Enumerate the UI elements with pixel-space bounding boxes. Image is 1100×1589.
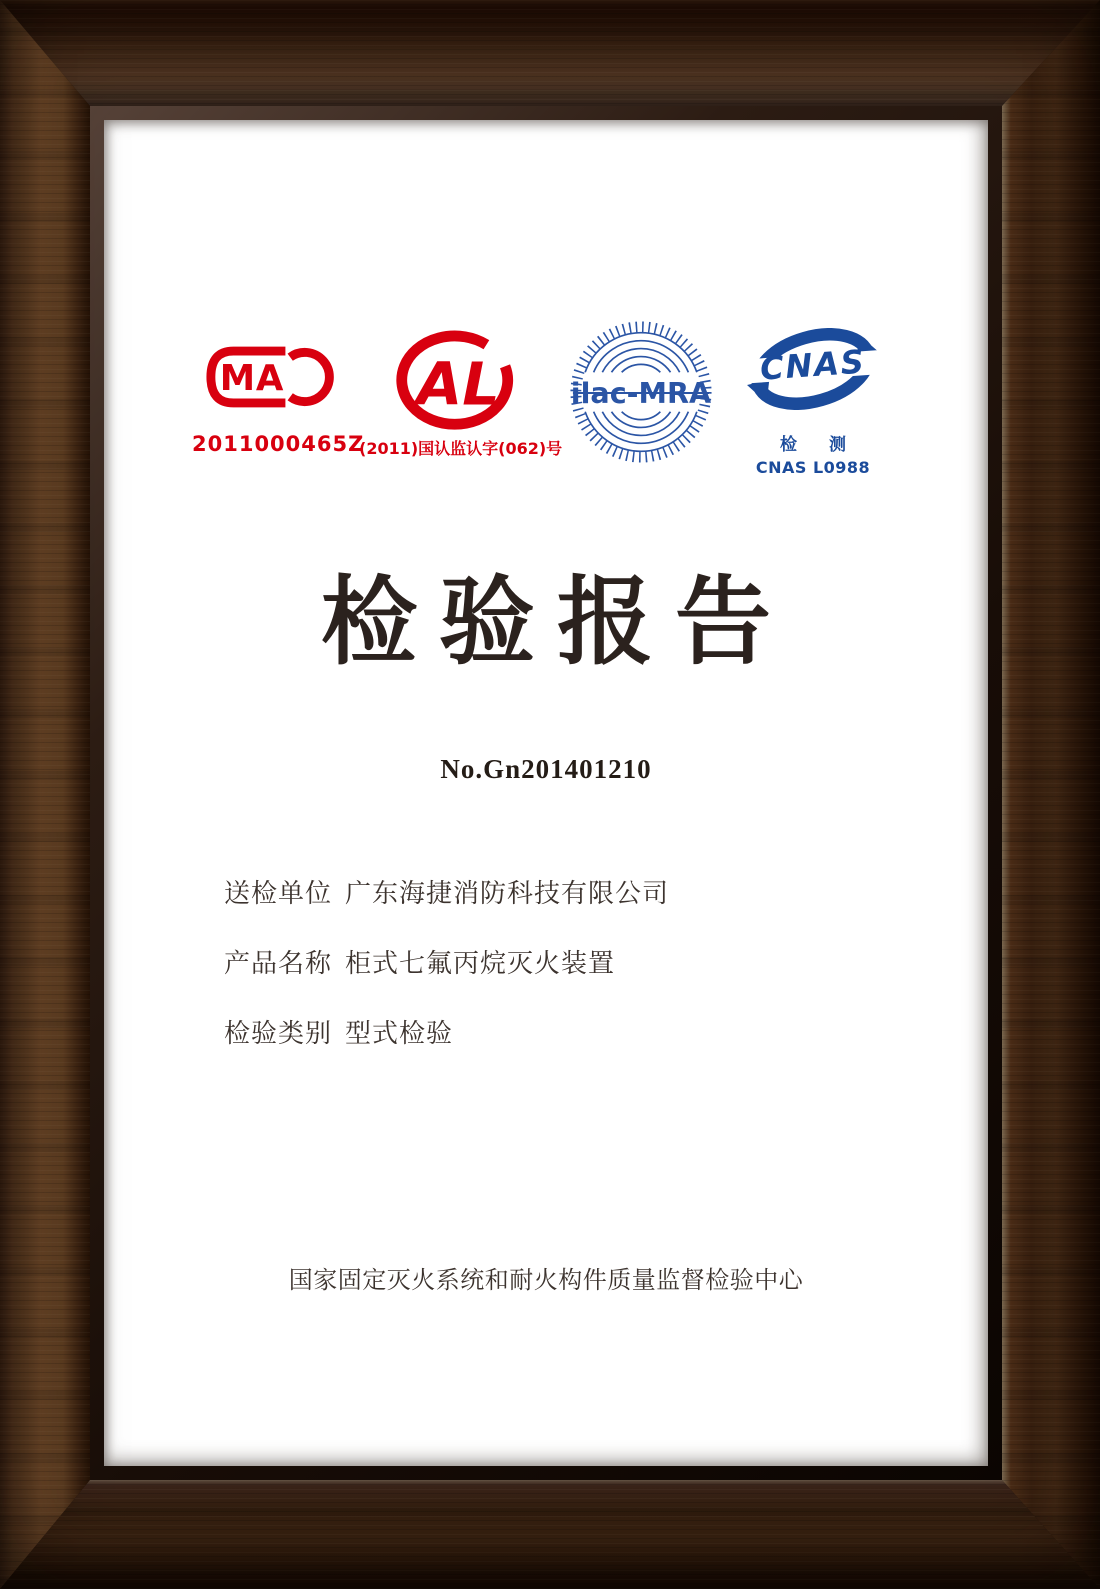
issuer-name: 国家固定灭火系统和耐火构件质量监督检验中心 [288, 1266, 804, 1294]
field-label: 产品名称 [224, 949, 333, 979]
ilac-mra-logo [567, 318, 715, 466]
frame-right-rail [1002, 0, 1100, 1589]
field-row-client [224, 873, 669, 910]
cnas-lab-number: CNAS L0988 [755, 458, 871, 477]
report-number: No.Gn201401210 [440, 754, 652, 784]
cnas-letters: CNAS [758, 342, 867, 388]
cma-certificate-number: 2011000465Z [192, 432, 365, 456]
cnas-logo [733, 328, 893, 477]
field-row-inspection-type [224, 1013, 453, 1050]
frame-left-rail [0, 0, 90, 1589]
cma-letters: MA [219, 357, 285, 399]
field-value: 型式检验 [345, 1019, 454, 1049]
field-label: 送检单位 [224, 879, 333, 909]
frame-bottom-rail [0, 1480, 1100, 1589]
cal-letters: AL [416, 349, 500, 419]
ilac-mra-label: ilac-MRA [570, 375, 712, 410]
certificate-paper [104, 120, 988, 1466]
ilac-mra-stamp-icon [567, 318, 715, 466]
cal-certificate-number: (2011)国认监认字(062)号 [359, 439, 563, 458]
field-value: 广东海捷消防科技有限公司 [345, 879, 670, 909]
frame-top-rail [0, 0, 1100, 106]
cal-mark-icon [393, 330, 519, 434]
cma-mark-icon [202, 342, 336, 412]
field-label: 检验类别 [224, 1019, 333, 1049]
cnas-swoosh-icon [746, 328, 880, 410]
cma-logo [192, 342, 365, 456]
field-value: 柜式七氟丙烷灭火装置 [345, 949, 616, 979]
field-row-product [224, 943, 615, 980]
certificate-title: 检验报告 [321, 566, 793, 678]
cnas-testing-label: 检 测 [780, 435, 859, 455]
cal-logo [359, 330, 563, 459]
